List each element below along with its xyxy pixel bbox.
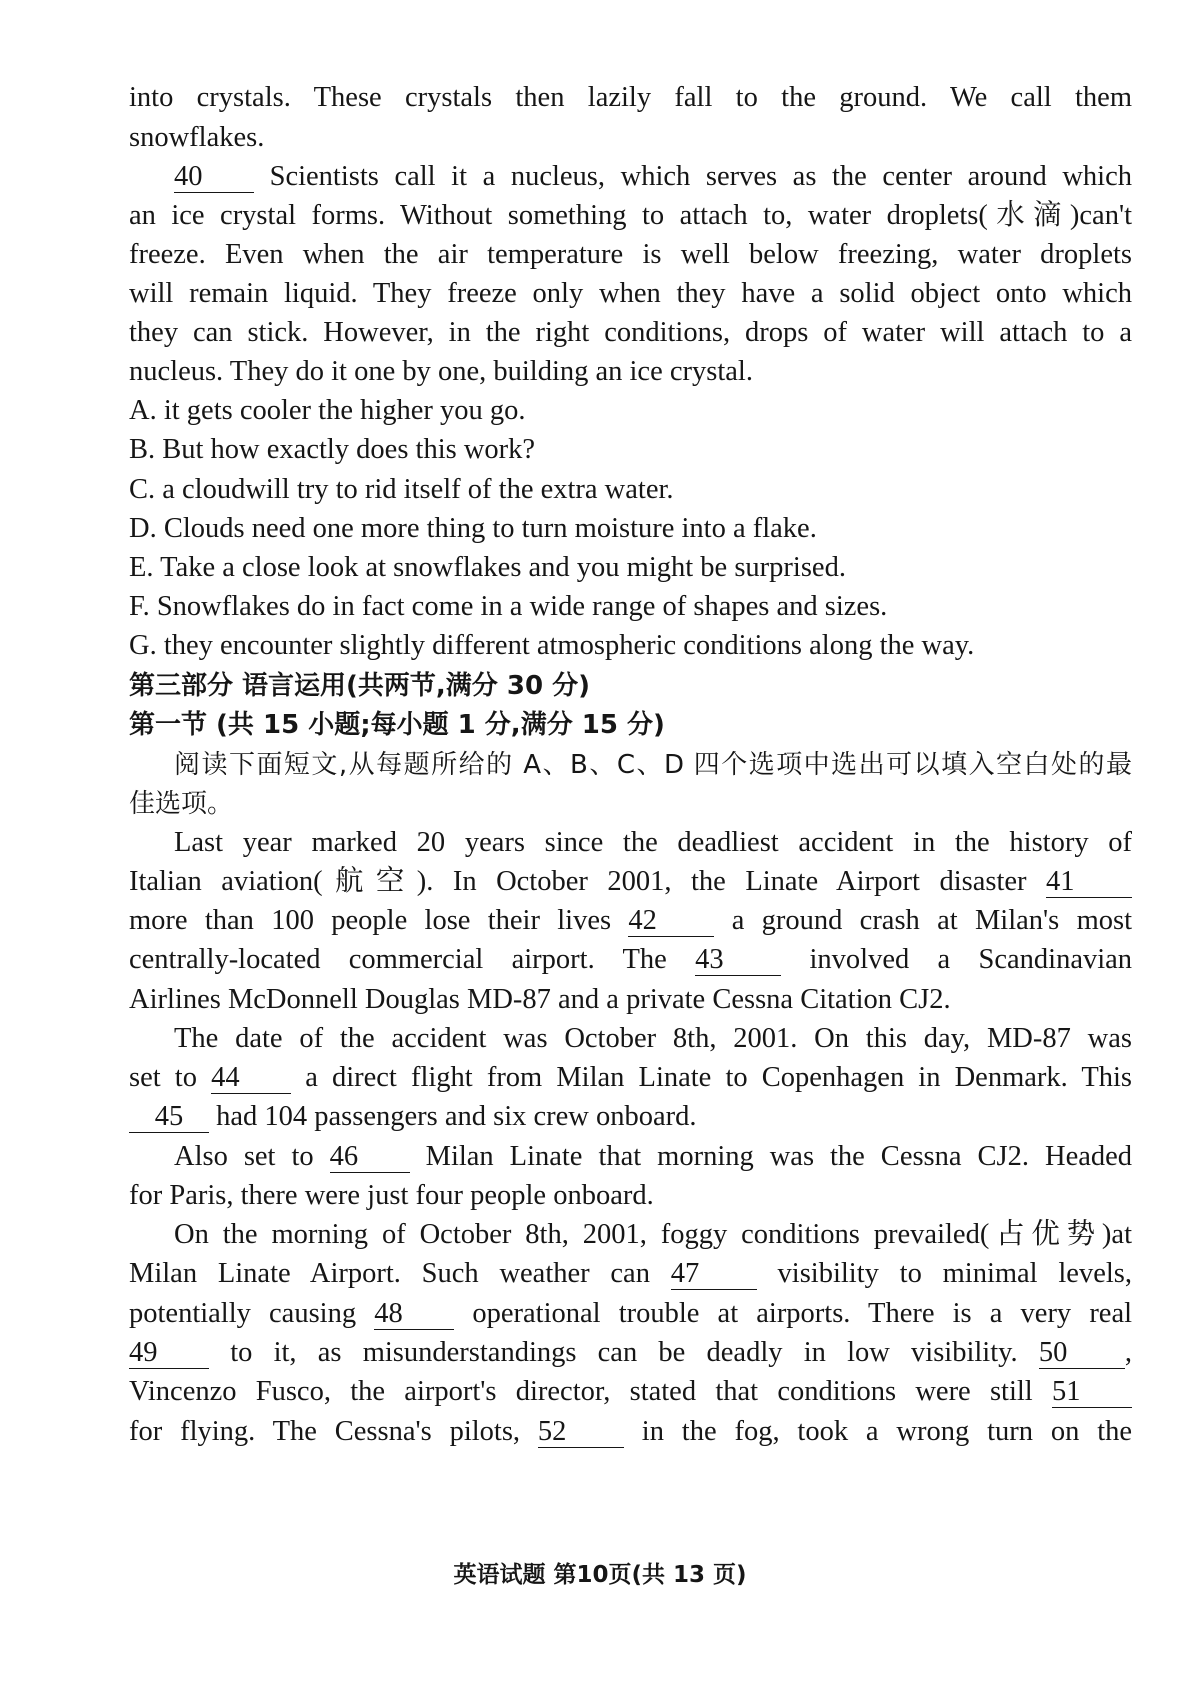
blank-45: 45 xyxy=(129,1102,209,1133)
blank-50: 50 xyxy=(1039,1338,1125,1369)
passage-line xyxy=(174,157,1132,197)
option-f: F. Snowflakes do in fact come in a wide range of shapes and sizes. xyxy=(129,591,888,622)
blank-41: 41 xyxy=(1046,867,1132,898)
passage-line: will remain liquid. They freeze only when they have a solid object onto which xyxy=(129,278,1132,309)
passage-line: nucleus. They do it one by one, building an ice crystal. xyxy=(129,356,753,387)
blank-40: 40 xyxy=(174,162,254,193)
cloze-line: The date of the accident was October 8th, 2001. On this day, MD-87 was xyxy=(174,1023,1132,1054)
passage-line: into crystals. These crystals then lazily fall to the ground. We call them xyxy=(129,82,1132,113)
passage-line: snowflakes. xyxy=(129,122,265,153)
page-footer: 英语试题 第10页(共 13 页) xyxy=(453,1562,747,1588)
cloze-text: a direct flight from Milan Linate to Copenhagen in Denmark. This xyxy=(305,1062,1133,1093)
cloze-text: operational trouble at airports. There is a very real xyxy=(472,1298,1133,1329)
cloze-line xyxy=(129,1333,1132,1373)
blank-51: 51 xyxy=(1052,1377,1132,1408)
cloze-text: Italian aviation(航空). In October 2001, the Linate Airport disaster xyxy=(129,866,1027,897)
passage-line: an ice crystal forms. Without something to attach to, water droplets(水滴)can't xyxy=(129,200,1132,231)
passage-line: they can stick. However, in the right conditions, drops of water will attach to a xyxy=(129,317,1132,348)
section1-heading: 第一节 (共 15 小题;每小题 1 分,满分 15 分) xyxy=(129,710,665,740)
cloze-text: potentially causing xyxy=(129,1298,357,1329)
instruction-line: 阅读下面短文,从每题所给的 A、B、C、D 四个选项中选出可以填入空白处的最 xyxy=(174,750,1132,780)
blank-49: 49 xyxy=(129,1338,209,1369)
passage-text: Scientists call it a nucleus, which serves as the center around which xyxy=(269,161,1132,192)
cloze-text: in the fog, took a wrong turn on the xyxy=(641,1416,1133,1447)
cloze-line xyxy=(129,1058,1132,1098)
cloze-line xyxy=(129,1412,1132,1452)
blank-44: 44 xyxy=(211,1063,291,1094)
passage-line: freeze. Even when the air temperature is well below freezing, water droplets xyxy=(129,239,1132,270)
cloze-line xyxy=(174,1137,1132,1177)
cloze-line xyxy=(129,862,1132,902)
blank-47: 47 xyxy=(671,1259,757,1290)
cloze-text: centrally-located commercial airport. The xyxy=(129,944,667,975)
cloze-line: Airlines McDonnell Douglas MD-87 and a private Cessna Citation CJ2. xyxy=(129,984,951,1015)
blank-42: 42 xyxy=(628,906,714,937)
cloze-line: for Paris, there were just four people onboard. xyxy=(129,1180,654,1211)
option-a: A. it gets cooler the higher you go. xyxy=(129,395,526,426)
cloze-line xyxy=(129,1372,1132,1412)
option-g: G. they encounter slightly different atmospheric conditions along the way. xyxy=(129,630,975,661)
cloze-line xyxy=(129,901,1132,941)
cloze-text: had 104 passengers and six crew onboard. xyxy=(216,1101,697,1132)
option-b: B. But how exactly does this work? xyxy=(129,434,536,465)
option-c: C. a cloudwill try to rid itself of the extra water. xyxy=(129,474,674,505)
blank-46: 46 xyxy=(330,1142,410,1173)
cloze-line xyxy=(129,1254,1132,1294)
cloze-text: a ground crash at Milan's most xyxy=(731,905,1132,936)
cloze-line xyxy=(129,940,1132,980)
cloze-text: for flying. The Cessna's pilots, xyxy=(129,1416,521,1447)
cloze-text: Milan Linate Airport. Such weather can xyxy=(129,1258,650,1289)
cloze-line: Last year marked 20 years since the deadliest accident in the history of xyxy=(174,827,1132,858)
cloze-text: Vincenzo Fusco, the airport's director, stated that conditions were still xyxy=(129,1376,1033,1407)
cloze-line xyxy=(129,1097,697,1137)
instruction-line: 佳选项。 xyxy=(129,789,234,819)
cloze-text: Milan Linate that morning was the Cessna CJ2. Headed xyxy=(425,1141,1133,1172)
blank-48: 48 xyxy=(374,1299,454,1330)
cloze-text: set to xyxy=(129,1062,197,1093)
cloze-text: , xyxy=(1124,1337,1133,1368)
cloze-text: involved a Scandinavian xyxy=(809,944,1133,975)
option-d: D. Clouds need one more thing to turn moisture into a flake. xyxy=(129,513,817,544)
cloze-text: to it, as misunderstandings can be deadly in low visibility. xyxy=(230,1337,1018,1368)
blank-43: 43 xyxy=(695,945,781,976)
cloze-text: visibility to minimal levels, xyxy=(777,1258,1132,1289)
option-e: E. Take a close look at snowflakes and you might be surprised. xyxy=(129,552,846,583)
cloze-line: On the morning of October 8th, 2001, foggy conditions prevailed(占优势)at xyxy=(174,1219,1132,1250)
cloze-text: more than 100 people lose their lives xyxy=(129,905,612,936)
blank-52: 52 xyxy=(538,1417,624,1448)
cloze-line xyxy=(129,1294,1132,1334)
cloze-text: Also set to xyxy=(174,1141,314,1172)
part3-heading: 第三部分 语言运用(共两节,满分 30 分) xyxy=(129,671,590,701)
